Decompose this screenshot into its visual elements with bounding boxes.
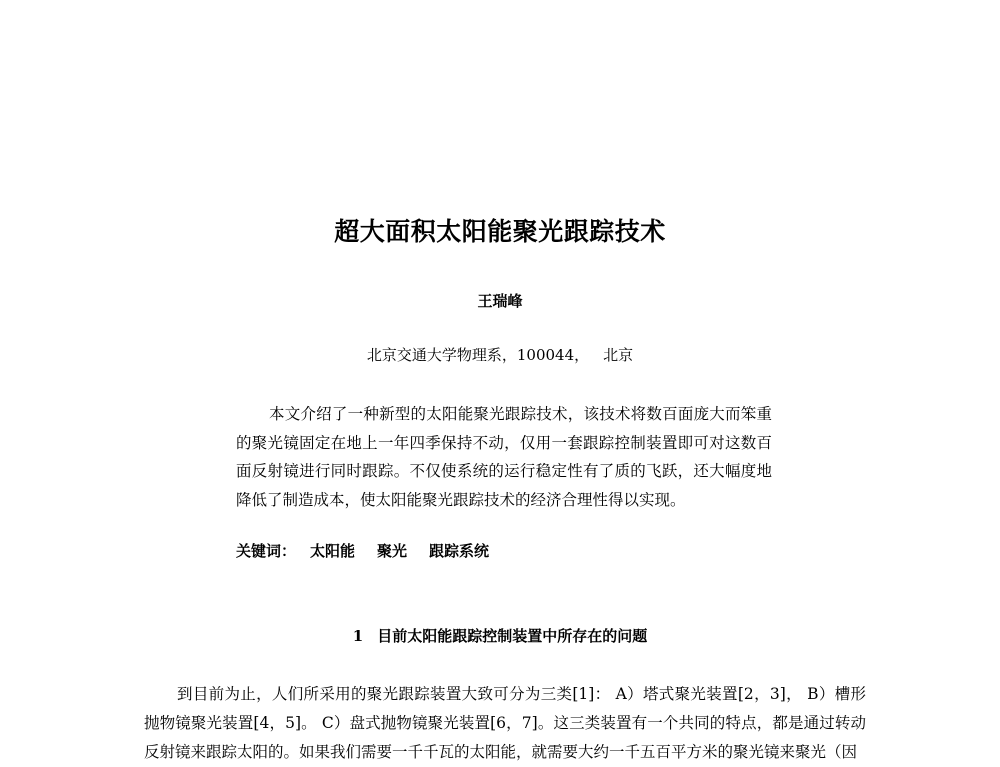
affiliation-institution: 北京交通大学物理系，100044， [366,346,590,364]
keywords-line [236,540,489,561]
section-heading [0,625,1000,646]
author-name: 王瑞峰 [477,292,523,310]
abstract-paragraph: 本文介绍了一种新型的太阳能聚光跟踪技术，该技术将数百面庞大而笨重的聚光镜固定在地上一年四季保持不动，仅用一套跟踪控制装置即可对这数百面反射镜进行同时跟踪。不仅使系统的运行稳定性有了质的飞跃，还大幅度地降低了制造成本，使太阳能聚光跟踪技术的经济合理性得以实现。 [236,405,772,509]
affiliation-city: 北京 [603,346,634,364]
section-number: 1 [352,627,364,645]
section-title: 目前太阳能跟踪控制装置中所存在的问题 [377,627,648,645]
affiliation [0,344,1000,365]
paper-title: 超大面积太阳能聚光跟踪技术 [334,217,666,246]
keyword-item: 跟踪系统 [429,542,490,560]
keywords-label: 关键词： [236,542,297,560]
keyword-item: 太阳能 [310,542,356,560]
keyword-item: 聚光 [377,542,408,560]
body-paragraph: 到目前为止，人们所采用的聚光跟踪装置大致可分为三类[1]： A）塔式聚光装置[2，3]， B）槽形抛物镜聚光装置[4，5]。 C）盘式抛物镜聚光装置[6，7]。这三类装置有一个共同的特点，都是通过转动反射镜来跟踪太阳的。如果我们需要一千千瓦的太阳能，就需要大约一千五百平方米的聚光镜来聚光（因 [144,685,866,761]
